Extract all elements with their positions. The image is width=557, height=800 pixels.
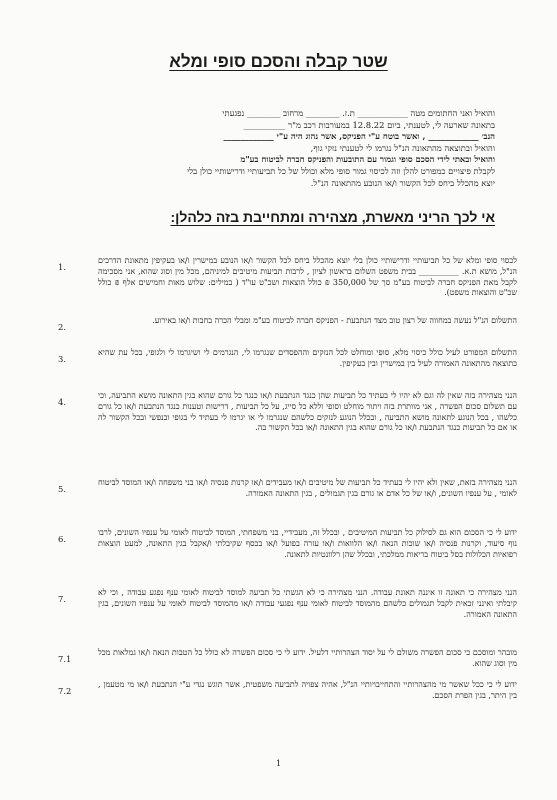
clause-number: 5. bbox=[58, 484, 66, 494]
clause-text: התשלום המפורט לעיל כולל כיסוי מלא, סופי ומוחלט לכל הנזקים וההפסדים שנגרמו לי, הנגרמים לי ושיגרמו לי ולגופי, בכל עת שהיא כתוצאה מהתאונה האמורה לעיל בין במישרין ובין בעקיפין. bbox=[98, 348, 517, 368]
clause-number: 2. bbox=[58, 322, 66, 332]
intro-section bbox=[60, 108, 495, 189]
intro-line: בתאונה שארעה לי, לטענתי, ביום 12.8.22 במעורבות רכב מ"ר __________ bbox=[243, 119, 495, 130]
clause-number: 6. bbox=[58, 534, 66, 544]
clause-number: 7.2 bbox=[58, 686, 72, 696]
intro-line: הנב׳ ____________ , ואשר בוטח ע"י הפניקס, אשר נהוג היה ע"י ____________ bbox=[223, 131, 495, 142]
clause-6 bbox=[58, 528, 517, 560]
intro-line: והואיל ובתוצאה מהתאונה הנ"ל נגרמו לי לטענתי נזקי גוף, bbox=[310, 142, 495, 153]
clause-text: התשלום הנ"ל נעשה במחווה של רצון טוב מצד הנתבעת - הפניקס חברה לביטוח בע"מ ומבלי הכרה בחבות ו/או באירוע. bbox=[152, 316, 517, 325]
clause-4 bbox=[58, 391, 517, 434]
clause-text: הנני מצהירה בזאת, שאין ולא יהיו לי בעתיד כל תביעות של מיטיבים ו/או מעבידים ו/או קרנות פנסיה ו/או בני משפחה ו/או המוסד לביטוח לאומי , על ענפיו השונים, ו/או של כל אדם או גורם בגין תגמולים , בגין התאונה האמורה. bbox=[98, 478, 517, 498]
document-title: שטר קבלה והסכם סופי ומלא bbox=[169, 52, 388, 71]
intro-line: יוצא מהכלל ביחס לכל הקשור ו/או הנובע מהתאונה הנ"ל. bbox=[310, 177, 495, 188]
clause-number: 7. bbox=[58, 594, 66, 604]
clause-3 bbox=[58, 348, 517, 370]
clause-text: הנני מצהירה בזה שאין לה וגם לא יהיו לי בעתיד כל תביעות שהן כנגד הנתבעת ו/או כנגד כל גורם שהוא בגין התאונה מושא התביעה, וכי עם תשלום סכום הפשרה , אני מוותרת בזה ויתור מוחלט וסופי וללא כל סייג, על כל תביעות , דרישות וטענות כנגד הנתבעת ו/או כל גורם כלשהו , בכל הנוגע לתאונה מושא התביעה , ובכלל הנוגע לנזקים כלשהם שנגרמו לי או יגרמו לי בעתיד לי בגופי ובנפשי ובכל הקשור לה או אם כל תביעות כנגד הנתבעת ו/או כל גורם שהוא בגין התאונה ו/או בכל הקשור בה. bbox=[98, 391, 517, 433]
clause-text: הנני מצהירה כי תאונה זו איננה תאונת עבודה. הנני מצהירה כי לא הגשתי כל תביעה למוסד לביטוח לאומי ענף נפגע עבודה , וכי לא קיבלתי ואינני זכאית לקבל תגמולים כלשהם מהמוסד לביטוח לאומי ענף נפגעי עבודה ו/או מהמוסד לביטוח לאומי על ענפיו השונים, בגין התאונה האמורה. bbox=[98, 588, 518, 619]
clause-number: 4. bbox=[58, 397, 66, 407]
clause-number: 3. bbox=[58, 354, 66, 364]
intro-line: לקבלת פיצויים כמפורט להלן וזה לכיסוי גמור סופי מלא וכולל של כל תביעותיי ודרישותיי כולן בלי bbox=[187, 165, 495, 176]
clause-text: ידוע לי כי ככל שאשר מי מהצהרותיי והתחייבויותיי הנ"ל, אהיה צפויה לתביעה משפטית, אשר תוגש נגדי ע"י הנתבעת ו/או מי מטעמן , בין היתר, בגין הפרת הסכם. bbox=[98, 680, 517, 700]
clause-text: לכסוי סופי ומלא של כל תביעותיי ודרישותיי כולן בלי יוצא מהכלל ביחס לכל הקשור ו/או הנובע במישרין ו/או בעקיפין מתאונת הדרכים הנ"ל, מושא ת.א. __________ בבית משפט השלום בראשון לציון , לרבות תביעות מיטיבים למיניהם, מכל מין וסוג שהוא, אני מסכימה לקבל מאת הפניקס חברה לביטוח בע"מ סך של 350,000 ₪ כולל הוצאות ושכ"ט עו"ד ( במילים: שלוש מאות וחמישים אלף ₪ כולל שכ"ט והוצאות משפט). bbox=[98, 256, 517, 298]
clause-text: ידוע לי כי הסכום הוא גם לסילוק כל תביעות המיטיבים , ובכלל זה, מעבידיי, בני משפחתי, המוסד לביטוח לאומי על ענפיו השונים, לרבו נוף סיעוד, וקרנות פנסיה ו/או שוכות הנאה ו/או הלוואות ו/או עזרה בפועל ו/או בכסף שקיבלתי ו/אקבל בגין התאונה, למעט הוצאות רפואיות הכלולות בסל ביטוח בריאות ממלכתי, ובכלל שהן רלוונטיות לתאונה. bbox=[98, 528, 517, 559]
clause-number: 1. bbox=[58, 262, 66, 272]
clause-7 bbox=[58, 588, 517, 620]
clause-7-2 bbox=[58, 680, 517, 702]
clause-5 bbox=[58, 478, 517, 500]
clause-1 bbox=[58, 256, 517, 299]
intro-line: והואיל ובאתי לידי הסכם סופי וגמור עם התובעות והפניקס חברה לביטוח בע"מ bbox=[240, 154, 495, 165]
clause-2 bbox=[58, 316, 517, 333]
clause-text: מובהר ומוסכם כי סכום הפשרה משולם לי על יסוד הצהרותיי דלעיל. ידוע לי כי סכום הפשרה לא כולל כל הטבות הנאה ו/או גמלאות מכל מין וסוג שהוא. bbox=[98, 648, 517, 668]
page-number: 1 bbox=[275, 759, 282, 768]
declaration-headline: אי לכך הריני מאשרת, מצהירה ומתחייבת בזה כלהלן: bbox=[170, 209, 495, 225]
clause-number: 7.1 bbox=[58, 654, 72, 664]
clause-7-1 bbox=[58, 648, 517, 670]
intro-line: והואיל ואני החתומים מטה ____________ ת.ז. ________ מרחוב ________ נפגעתי bbox=[222, 108, 495, 118]
